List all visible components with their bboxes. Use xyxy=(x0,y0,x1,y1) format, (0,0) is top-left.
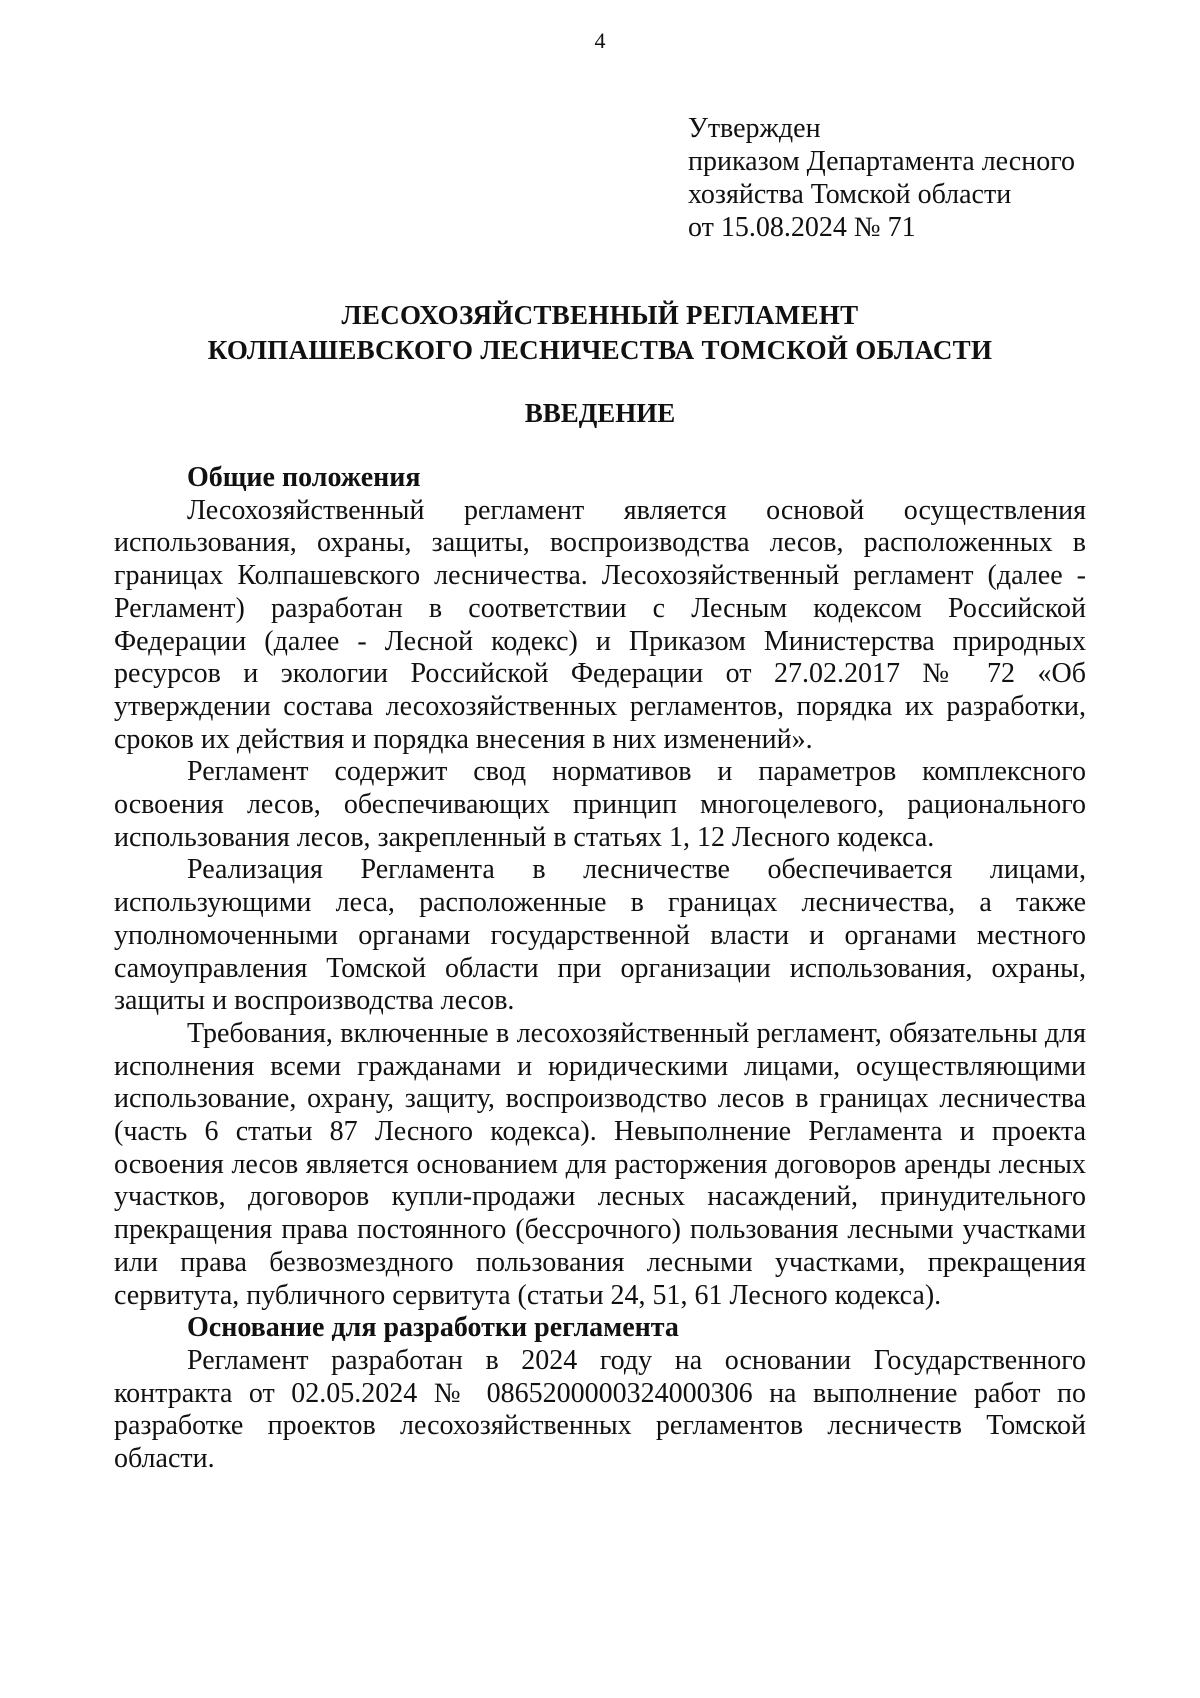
title-line: КОЛПАШЕВСКОГО ЛЕСНИЧЕСТВА ТОМСКОЙ ОБЛАСТИ xyxy=(207,335,993,365)
approval-date-number: от 15.08.2024 № 71 xyxy=(688,212,916,243)
document-title xyxy=(0,298,1200,368)
section-heading: ВВЕДЕНИЕ xyxy=(524,398,676,428)
subheading-general-provisions: Общие положения xyxy=(187,462,421,493)
approval-line: хозяйства Томской области xyxy=(688,179,1012,210)
page-number: 4 xyxy=(594,28,606,53)
paragraph: Требования, включенные в лесохозяйственный регламент, обязательны для исполнения всеми гражданами и юридическими лицами, осуществляющими использование, охрану, защиту, воспроизводство лесов в границах лесничества (часть 6 статьи 87 Лесного кодекса). Невыполнение Регламента и проекта освоения лесов является основанием для расторжения договоров аренды лесных участков, договоров купли-продажи лесных насаждений, принудительного прекращения права постоянного (бессрочного) пользования лесными участками или права безвозмездного пользования лесными участками, прекращения сервитута, публичного сервитута (статьи 24, 51, 61 Лесного кодекса). xyxy=(114,1017,1086,1311)
approval-line: приказом Департамента лесного xyxy=(688,146,1076,177)
title-line: ЛЕСОХОЗЯЙСТВЕННЫЙ РЕГЛАМЕНТ xyxy=(341,300,859,330)
paragraph: Регламент разработан в 2024 году на основании Государственного контракта от 02.05.2024 № 0865200000324000306 на выполнение работ по разработке проектов лесохозяйственных регламентов лесничеств Томской области. xyxy=(114,1344,1086,1475)
paragraph: Реализация Регламента в лесничестве обеспечивается лицами, использующими леса, расположенные в границах лесничества, а также уполномоченными органами государственной власти и органами местного самоуправления Томской области при организации использования, охраны, защиты и воспроизводства лесов. xyxy=(114,854,1086,1017)
paragraph: Лесохозяйственный регламент является основой осуществления использования, охраны, защиты, воспроизводства лесов, расположенных в границах Колпашевского лесничества. Лесохозяйственный регламент (далее - Регламент) разработан в соответствии с Лесным кодексом Российской Федерации (далее - Лесной кодекс) и Приказом Министерства природных ресурсов и экологии Российской Федерации от 27.02.2017 № 72 «Об утверждении состава лесохозяйственных регламентов, порядка их разработки, сроков их действия и порядка внесения в них изменений». xyxy=(114,494,1086,755)
subheading-development-basis: Основание для разработки регламента xyxy=(187,1312,679,1344)
document-body xyxy=(114,462,1086,1476)
approval-line: Утвержден xyxy=(688,113,821,144)
paragraph: Регламент содержит свод нормативов и параметров комплексного освоения лесов, обеспечивающих принцип многоцелевого, рационального использования лесов, закрепленный в статьях 1, 12 Лесного кодекса. xyxy=(114,756,1086,853)
approval-stamp xyxy=(688,112,1128,244)
